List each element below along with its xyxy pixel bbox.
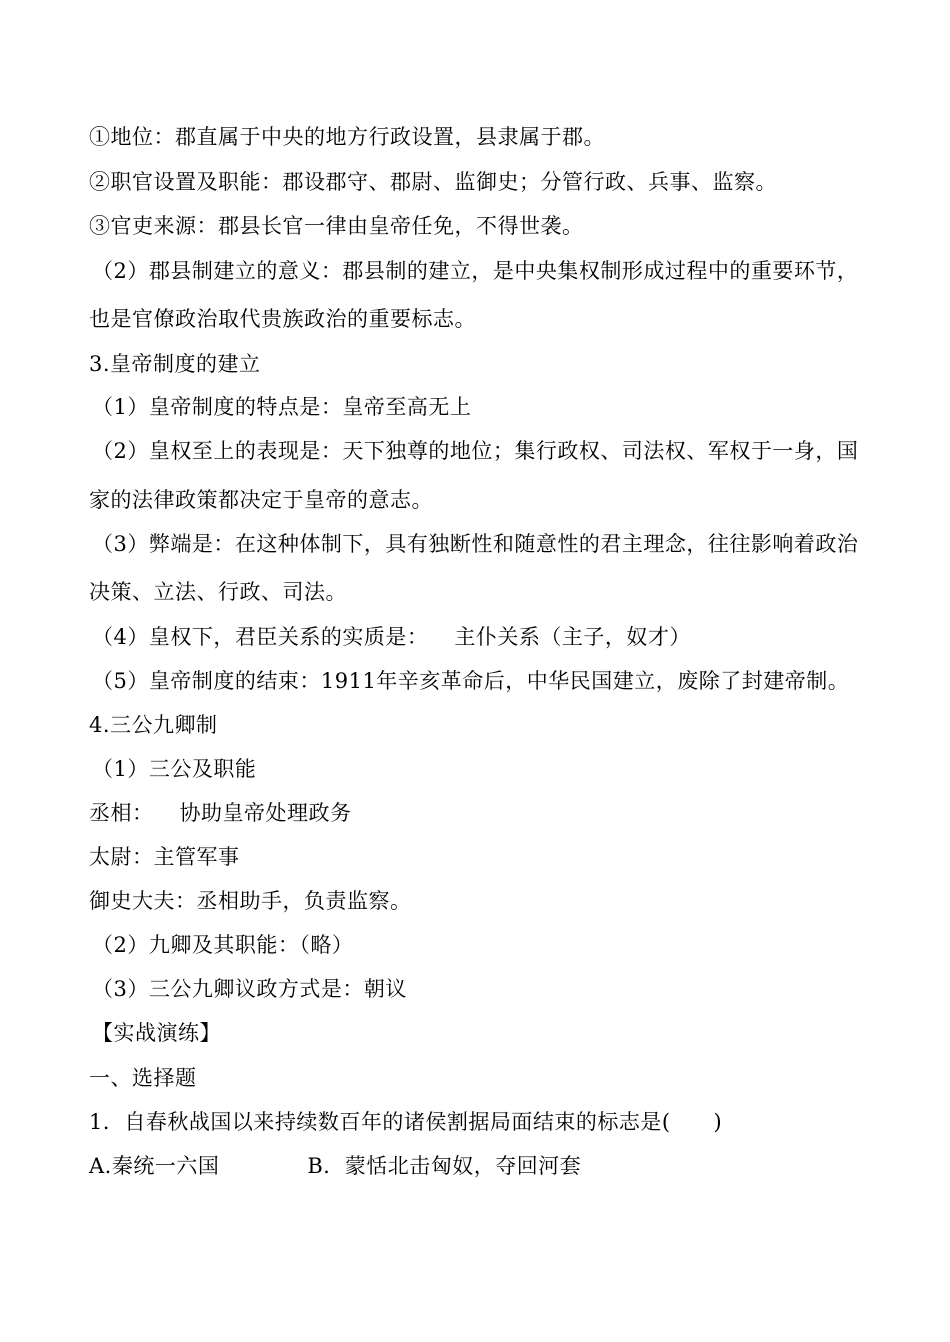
text-line: 决策、立法、行政、司法。 [89,580,347,604]
question-text: 1．自春秋战国以来持续数百年的诸侯割据局面结束的标志是( ) [89,1110,723,1134]
section-heading: 3.皇帝制度的建立 [89,352,261,376]
text-line [89,799,352,827]
text-line: （5）皇帝制度的结束：1911年辛亥革命后，中华民国建立，废除了封建帝制。 [92,669,850,693]
option-a: A.秦统一六国 [89,1154,220,1178]
text-line: （2）郡县制建立的意义：郡县制的建立，是中央集权制形成过程中的重要环节， [92,259,859,283]
text-line: （3）弊端是：在这种体制下，具有独断性和随意性的君主理念，往往影响着政治 [92,532,859,556]
text-line: （2）九卿及其职能：（略） [92,933,354,957]
text-line: 家的法律政策都决定于皇帝的意志。 [89,488,433,512]
text-segment: 主仆关系（主子，奴才） [454,625,691,649]
text-line: ②职官设置及职能：郡设郡守、郡尉、监御史；分管行政、兵事、监察。 [89,170,777,194]
text-line: （1）皇帝制度的特点是：皇帝至高无上 [92,395,472,419]
section-heading: 一、选择题 [89,1066,197,1090]
answer-options [89,1152,581,1180]
text-line: （2）皇权至上的表现是：天下独尊的地位；集行政权、司法权、军权于一身，国 [92,439,859,463]
section-heading: 【实战演练】 [92,1021,221,1045]
text-line: ③官吏来源：郡县长官一律由皇帝任免，不得世袭。 [89,214,584,238]
text-line: 也是官僚政治取代贵族政治的重要标志。 [89,307,476,331]
text-line [92,623,691,651]
text-line: 御史大夫：丞相助手，负责监察。 [89,889,412,913]
text-segment: 丞相： [89,801,154,825]
text-line: 太尉：主管军事 [89,845,240,869]
text-segment: 协助皇帝处理政务 [179,801,352,825]
text-line: （1）三公及职能 [92,757,257,781]
text-line: ①地位：郡直属于中央的地方行政设置，县隶属于郡。 [89,125,605,149]
section-heading: 4.三公九卿制 [89,713,218,737]
option-b: B．蒙恬北击匈奴，夺回河套 [307,1154,582,1178]
text-line: （3）三公九卿议政方式是：朝议 [92,977,407,1001]
text-segment: （4）皇权下，君臣关系的实质是： [92,625,429,649]
